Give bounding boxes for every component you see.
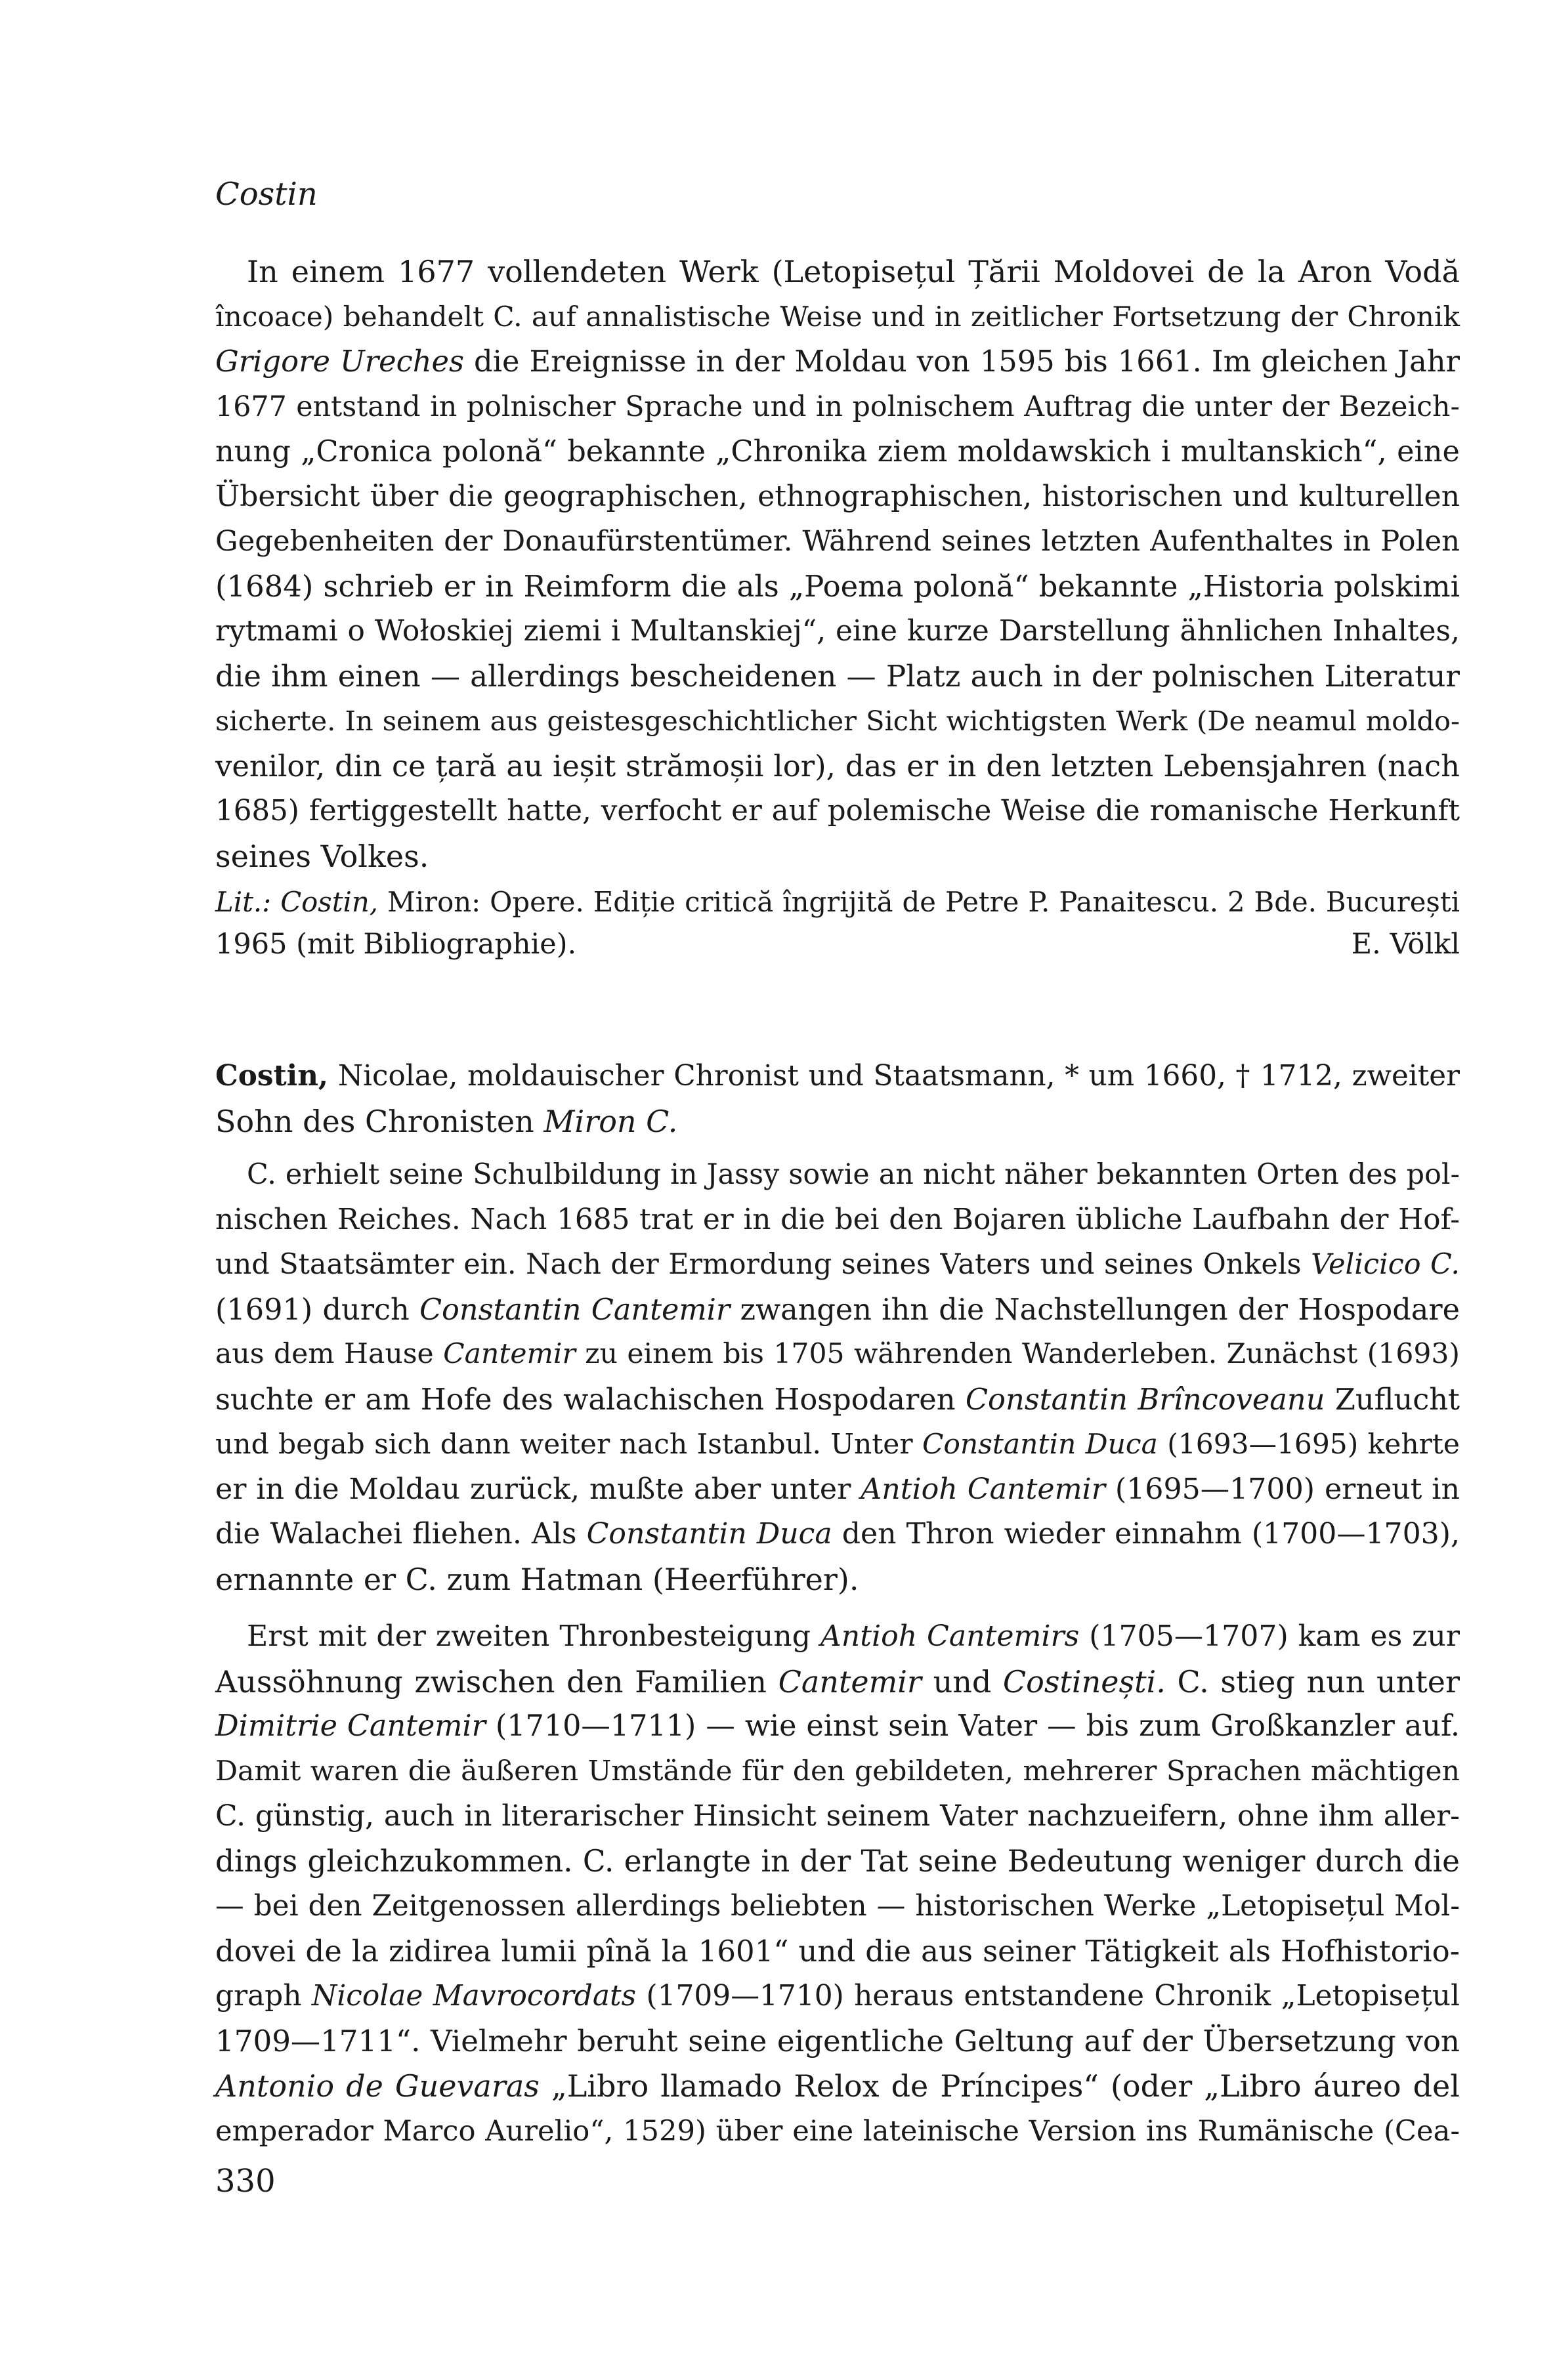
text-line: — bei den Zeitgenossen allerdings beliebten — historischen Werke „Letopisețul Mol- bbox=[215, 1889, 1460, 1923]
lit-author: Costin, bbox=[280, 886, 379, 918]
person-name: Dimitrie Cantemir bbox=[215, 1709, 486, 1743]
text-fragment: er in die Moldau zurück, mußte aber unter bbox=[215, 1472, 861, 1506]
text-line: încoace) behandelt C. auf annalistische Weise und in zeitlicher Fortsetzung der Chronik bbox=[215, 300, 1460, 333]
lit-prefix: Lit.: bbox=[215, 886, 272, 918]
text-line bbox=[215, 1974, 1460, 2019]
page-number: 330 bbox=[215, 2163, 276, 2200]
entry-heading-line bbox=[215, 1054, 1460, 1099]
text-fragment: graph bbox=[215, 1979, 312, 2013]
person-name: Velicico C. bbox=[1311, 1248, 1460, 1281]
person-name: Miron C. bbox=[543, 1103, 678, 1139]
text-line: Damit waren die äußeren Umstände für den gebildeten, mehrerer Sprachen mächtigen bbox=[215, 1755, 1460, 1787]
text-line bbox=[215, 1704, 1460, 1749]
person-name: Antioh Cantemir bbox=[861, 1472, 1105, 1506]
text-fragment: (1709—1710) heraus entstandene Chronik „Letopisețul bbox=[636, 1979, 1460, 2013]
text-line: In einem 1677 vollendeten Werk (Letopisețul Țării Moldovei de la Aron Vodă bbox=[247, 254, 1460, 289]
text-line: die ihm einen — allerdings bescheidenen — Platz auch in der polnischen Literatur bbox=[215, 658, 1460, 694]
entry-nicolae-costin bbox=[215, 1054, 1460, 1144]
text-line: Gegebenheiten der Donaufürstentümer. Während seines letzten Aufenthaltes in Polen bbox=[215, 525, 1460, 558]
text-line bbox=[215, 1377, 1460, 1423]
person-name: Cantemir bbox=[443, 1338, 576, 1370]
family-name: Cantemir bbox=[778, 1663, 922, 1700]
text-line: rytmami o Wołoskiej ziemi i Multanskiej“, eine kurze Darstellung ähnlichen Inhaltes, bbox=[215, 614, 1460, 648]
text-line: C. erhielt seine Schulbildung in Jassy sowie an nicht näher bekannten Orten des pol- bbox=[247, 1158, 1460, 1191]
text-line bbox=[215, 1467, 1460, 1513]
text-line bbox=[215, 1242, 1460, 1287]
text-fragment: (1691) durch bbox=[215, 1292, 419, 1327]
literature-line bbox=[215, 923, 1460, 966]
text-line: ernannte er C. zum Hatman (Heerführer). bbox=[215, 1561, 859, 1597]
text-fragment: zwangen ihn die Nachstellungen der Hospodare bbox=[730, 1292, 1460, 1327]
text-line: 1709—1711“. Vielmehr beruht seine eigentliche Geltung auf der Übersetzung von bbox=[215, 2023, 1460, 2058]
text-fragment: (1705—1707) kam es zur bbox=[1079, 1619, 1460, 1653]
person-name: Antonio de Guevaras bbox=[215, 2068, 540, 2104]
text-fragment: die Ereignisse in der Moldau von 1595 bis 1661. Im gleichen Jahr bbox=[464, 344, 1460, 379]
text-line: 1677 entstand in polnischer Sprache und in polnischem Auftrag die unter der Bezeich- bbox=[215, 390, 1460, 423]
page bbox=[215, 0, 1460, 2380]
entry-heading-line bbox=[215, 1099, 1460, 1144]
text-line: sicherte. In seinem aus geistesgeschichtlicher Sicht wichtigsten Werk (De neamul moldo- bbox=[215, 705, 1460, 737]
text-fragment: und Staatsämter ein. Nach der Ermordung seines Vaters und seines Onkels bbox=[215, 1248, 1311, 1281]
text-line bbox=[215, 2064, 1460, 2109]
person-name: Nicolae Mavrocordats bbox=[311, 1979, 637, 2013]
literature-reference bbox=[215, 881, 1460, 966]
text-fragment: C. stieg nun unter bbox=[1165, 1663, 1460, 1700]
text-fragment: Erst mit der zweiten Thronbesteigung bbox=[247, 1619, 820, 1653]
text-fragment: aus dem Hause bbox=[215, 1338, 444, 1370]
text-line: dings gleichzukommen. C. erlangte in der Tat seine Bedeutung weniger durch die bbox=[215, 1843, 1460, 1879]
paragraph-biography bbox=[215, 1152, 1460, 1602]
person-name: Grigore Ureches bbox=[215, 344, 464, 379]
text-fragment: (1695—1700) erneut in bbox=[1105, 1472, 1460, 1506]
person-name: Antioh Cantemirs bbox=[820, 1619, 1080, 1653]
text-line: venilor, din ce țară au ieșit strămoșii lor), das er in den letzten Lebensjahren (nach bbox=[215, 748, 1460, 783]
author-signature: E. Völkl bbox=[1351, 928, 1460, 961]
text-line: C. günstig, auch in literarischer Hinsicht seinem Vater nachzueifern, ohne ihm aller- bbox=[215, 1799, 1460, 1833]
text-fragment: den Thron wieder einnahm (1700—1703), bbox=[832, 1517, 1460, 1551]
text-line: nung „Cronica polonă“ bekannte „Chronika ziem moldawskich i multanskich“, eine bbox=[215, 434, 1460, 469]
text-fragment: (1693—1695) kehrte bbox=[1157, 1428, 1460, 1460]
text-line bbox=[215, 1422, 1460, 1467]
text-fragment: suchte er am Hofe des walachischen Hospodaren bbox=[215, 1382, 966, 1417]
text-fragment: „Libro llamado Relox de Príncipes“ (oder „Libro áureo del bbox=[539, 2068, 1460, 2104]
paragraph-works bbox=[215, 1614, 1460, 2154]
text-line: 1685) fertiggestellt hatte, verfocht er auf polemische Weise die romanische Herkunft bbox=[215, 795, 1460, 827]
person-name: Constantin Cantemir bbox=[419, 1292, 731, 1327]
text-fragment: (1710—1711) — wie einst sein Vater — bis zum Großkanzler auf. bbox=[485, 1709, 1460, 1743]
running-head: Costin bbox=[215, 176, 318, 213]
text-line: (1684) schrieb er in Reimform die als „Poema polonă“ bekannte „Historia polskimi bbox=[215, 568, 1460, 604]
text-fragment: und begab sich dann weiter nach Istanbul. Unter bbox=[215, 1428, 922, 1460]
lit-text: Miron: Opere. Ediție critică îngrijită de Petre P. Panaitescu. 2 Bde. București bbox=[378, 886, 1460, 918]
text-line bbox=[215, 1332, 1460, 1377]
text-fragment: Zuflucht bbox=[1325, 1382, 1460, 1417]
text-fragment: Sohn des Chronisten bbox=[215, 1103, 544, 1139]
text-fragment: zu einem bis 1705 währenden Wanderleben. Zunächst (1693) bbox=[575, 1338, 1460, 1370]
text-line bbox=[215, 339, 1460, 385]
person-name: Constantin Duca bbox=[586, 1517, 832, 1551]
text-fragment: und bbox=[921, 1663, 1003, 1700]
headword: Costin, bbox=[215, 1059, 329, 1093]
text-fragment: Aussöhnung zwischen den Familien bbox=[215, 1663, 778, 1700]
text-line: dovei de la zidirea lumii pînă la 1601“ und die aus seiner Tätigkeit als Hofhistorio- bbox=[215, 1933, 1460, 1969]
section-miron-text bbox=[215, 249, 1460, 879]
text-line bbox=[215, 1614, 1460, 1660]
literature-line bbox=[215, 881, 1460, 923]
text-line: seines Volkes. bbox=[215, 838, 429, 874]
text-line: nischen Reiches. Nach 1685 trat er in die bei den Bojaren übliche Laufbahn der Hof- bbox=[215, 1202, 1460, 1236]
text-fragment: die Walachei fliehen. Als bbox=[215, 1517, 587, 1551]
entry-summary: Nicolae, moldauischer Chronist und Staatsmann, * um 1660, † 1712, zweiter bbox=[328, 1059, 1460, 1093]
text-line bbox=[215, 1512, 1460, 1557]
person-name: Constantin Brîncoveanu bbox=[965, 1382, 1325, 1417]
text-line: emperador Marco Aurelio“, 1529) über eine lateinische Version ins Rumänische (Cea- bbox=[215, 2114, 1460, 2148]
text-line bbox=[215, 1660, 1460, 1705]
person-name: Constantin Duca bbox=[922, 1428, 1158, 1460]
text-line bbox=[215, 1287, 1460, 1333]
lit-text: 1965 (mit Bibliographie). bbox=[215, 928, 577, 961]
text-line: Übersicht über die geographischen, ethnographischen, historischen und kulturellen bbox=[215, 479, 1460, 513]
family-name: Costinești. bbox=[1002, 1663, 1166, 1700]
